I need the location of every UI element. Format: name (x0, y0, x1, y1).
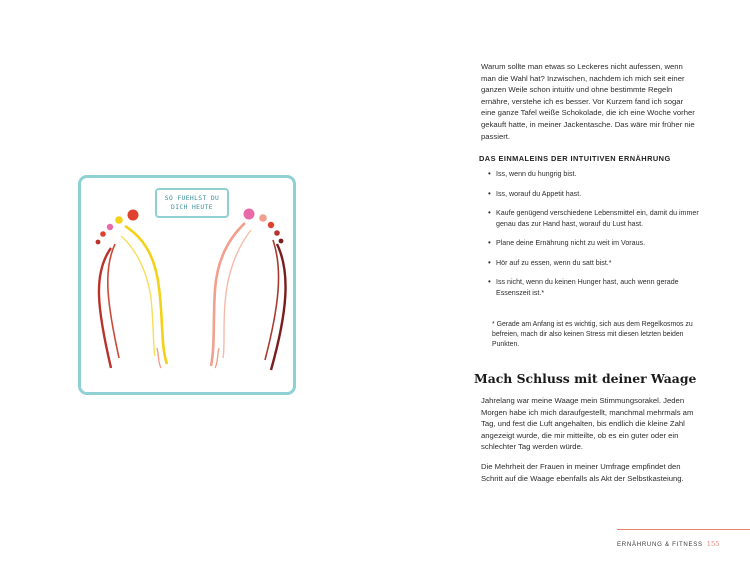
toenail (128, 210, 139, 221)
list-item: • Hör auf zu essen, wenn du satt bist.* (488, 258, 703, 268)
footnote: * Gerade am Anfang ist es wichtig, sich aus dem Regelkosmos zu befreien, mach dir also keinen Stress mit diesen letzten beiden Punkten. (492, 321, 693, 349)
toenail (100, 231, 106, 237)
toenail (259, 214, 267, 222)
scale-label-line-1: SO FUEHLST DU (164, 195, 220, 202)
right-foot (211, 209, 286, 371)
toenail (96, 240, 101, 245)
intro-paragraph: Warum sollte man etwas so Leckeres nicht aufessen, wenn man die Wahl hat? Inzwischen, nachdem ich mich seit einer ganzen Weile schon intuitiv und ohne bestimmte Regeln ernähre, verstehe ich es besser. Vor Kurzem fand ich sogar eine ganze Tafel weiße Schokolade, die ich eine Woche vorher gekauft hatte, in meiner Jackentasche. Das wäre mir früher nie passiert. (481, 62, 695, 141)
scale-illustration (78, 175, 296, 395)
left-foot (96, 210, 167, 369)
toenail (274, 230, 280, 236)
right-page (375, 0, 750, 565)
list-item: • Iss, wenn du hungrig bist. (488, 169, 703, 179)
toenail (115, 216, 123, 224)
chapter-heading: Mach Schluss mit deiner Waage (474, 371, 697, 386)
list-item: • Kaufe genügend verschiedene Lebensmittel ein, damit du immer genau das zur Hand hast, worauf du Lust hast. (488, 208, 703, 229)
body-paragraph: Jahrelang war meine Waage mein Stimmungsorakel. Jeden Morgen habe ich mich daraufgestellt, manchmal mehrmals am Tag, und fest die Luft angehalten, bis endlich die kleine Zahl angezeigt wurde, die mir mitteilte, ob es ein guter oder ein schlechter Tag werden würde. (481, 396, 694, 452)
list-item: • Iss nicht, wenn du keinen Hunger hast, auch wenn gerade Essenszeit ist.* (488, 277, 703, 298)
toenail (279, 239, 284, 244)
section-title: DAS EINMALEINS DER INTUITIVEN ERNÄHRUNG (479, 154, 671, 163)
footer-section-title: ERNÄHRUNG & FITNESS (617, 541, 703, 548)
footer-rule (617, 529, 750, 530)
body-paragraph: Die Mehrheit der Frauen in meiner Umfrage empfindet den Schritt auf die Waage ebenfalls als Akt der Selbstkasteiung. (481, 462, 684, 483)
page-footer (617, 533, 750, 551)
list-item: • Iss, worauf du Appetit hast. (488, 189, 703, 199)
toenail (107, 224, 113, 230)
scale-label-line-2: DICH HEUTE (171, 204, 213, 211)
toenail (268, 222, 274, 228)
tips-list (488, 169, 703, 307)
list-item: • Plane deine Ernährung nicht zu weit im Voraus. (488, 238, 703, 248)
toenail (244, 209, 255, 220)
page-number: 155 (706, 540, 720, 548)
scale-display-label (155, 188, 229, 218)
